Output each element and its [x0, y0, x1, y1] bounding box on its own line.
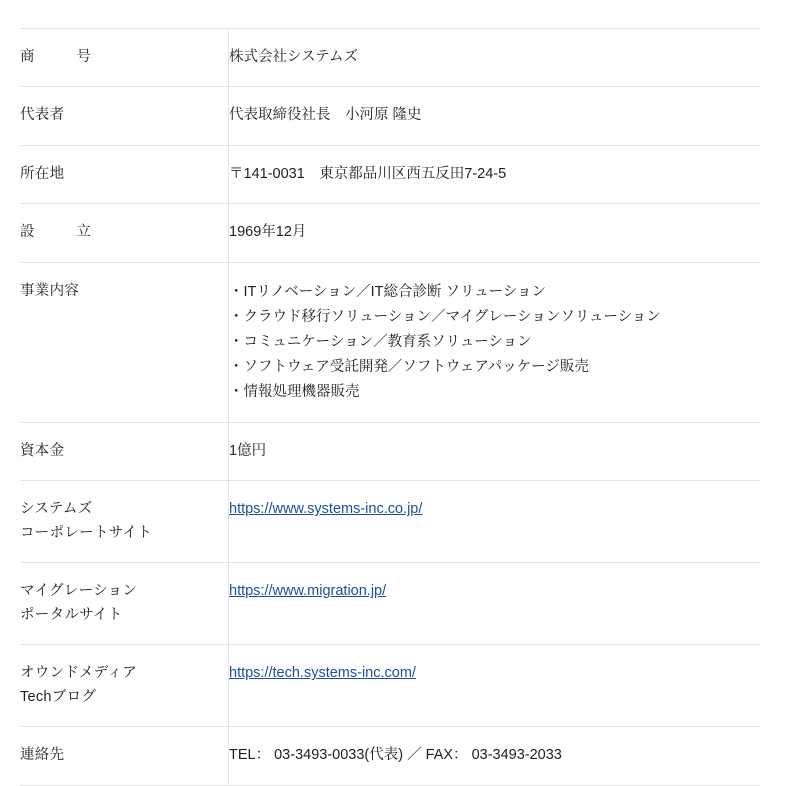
label-text: 連絡先	[20, 747, 65, 764]
business-item: ・クラウド移行ソリューション／マイグレーションソリューション	[229, 308, 661, 325]
business-item: ・情報処理機器販売	[229, 383, 360, 400]
table-row	[20, 727, 760, 785]
row-label-address	[20, 145, 229, 203]
business-item: ・コミュニケーション／教育系ソリューション	[229, 333, 532, 350]
row-label-representative	[20, 87, 229, 145]
label-text: 資本金	[20, 442, 65, 459]
table-row	[20, 422, 760, 480]
label-text: Techブログ	[20, 688, 97, 705]
row-label-migration-portal	[20, 563, 229, 645]
row-label-business	[20, 262, 229, 422]
row-label-contact	[20, 727, 229, 785]
row-label-capital	[20, 422, 229, 480]
table-row	[20, 204, 760, 262]
label-text: 事業内容	[20, 282, 80, 299]
business-item: ・ITリノベーション／IT総合診断 ソリューション	[229, 283, 547, 300]
value-text: TEL： 03-3493-0033(代表) ／ FAX： 03-3493-2033	[229, 747, 562, 764]
row-value-capital	[229, 422, 761, 480]
company-profile-table	[20, 28, 760, 786]
row-label-established	[20, 204, 229, 262]
row-label-company-name	[20, 29, 229, 87]
label-text: コーポレートサイト	[20, 524, 153, 541]
value-text: 1969年12月	[229, 224, 307, 241]
row-value-migration-portal	[229, 563, 761, 645]
business-item: ・ソフトウェア受託開発／ソフトウェアパッケージ販売	[229, 358, 589, 375]
row-value-business	[229, 262, 761, 422]
table-row	[20, 563, 760, 645]
label-text: 代表者	[20, 107, 65, 124]
row-value-company-name	[229, 29, 761, 87]
table-row	[20, 87, 760, 145]
row-value-tech-blog	[229, 645, 761, 727]
label-text: オウンドメディア	[20, 665, 138, 682]
value-text: 〒141-0031 東京都品川区西五反田7-24-5	[229, 165, 507, 182]
row-value-corporate-site	[229, 481, 761, 563]
table-row	[20, 481, 760, 563]
label-text: 商 号	[20, 49, 105, 65]
label-text: 設 立	[20, 224, 105, 241]
table-row	[20, 29, 760, 87]
value-text: 1億円	[229, 442, 267, 459]
row-value-contact	[229, 727, 761, 785]
label-text: システムズ	[20, 501, 93, 518]
tech-blog-link[interactable]: https://tech.systems-inc.com/	[229, 665, 416, 682]
corporate-site-link[interactable]: https://www.systems-inc.co.jp/	[229, 501, 423, 518]
table-body	[20, 29, 760, 786]
row-value-established	[229, 204, 761, 262]
migration-portal-link[interactable]: https://www.migration.jp/	[229, 583, 387, 600]
label-text: 所在地	[20, 165, 65, 182]
row-label-tech-blog	[20, 645, 229, 727]
row-value-address	[229, 145, 761, 203]
table-row	[20, 645, 760, 727]
label-text: マイグレーション	[20, 583, 138, 600]
row-value-representative	[229, 87, 761, 145]
row-label-corporate-site	[20, 481, 229, 563]
value-text: 代表取締役社長 小河原 隆史	[229, 107, 422, 124]
table-row	[20, 145, 760, 203]
value-text: 株式会社システムズ	[229, 49, 359, 65]
table-row	[20, 262, 760, 422]
label-text: ポータルサイト	[20, 606, 123, 623]
